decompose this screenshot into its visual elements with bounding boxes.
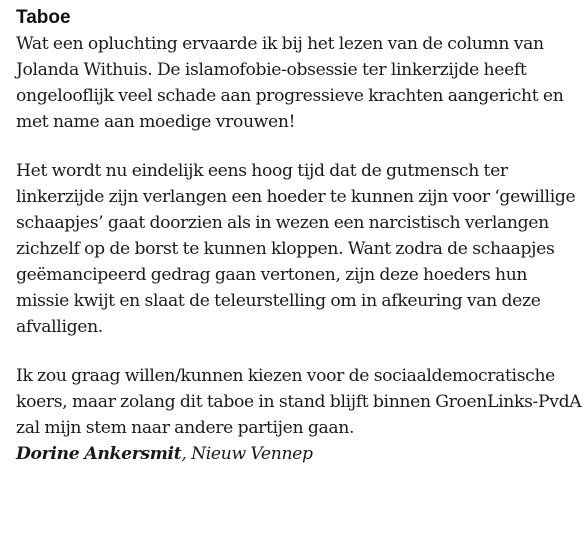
- signature-separator: ,: [181, 444, 192, 464]
- letter-paragraph-1: Wat een opluchting ervaarde ik bij het lezen van de column van Jolanda Withuis. De islamofobie-obsessie ter linkerzijde heeft ongelooflijk veel schade aan progressieve krachten aangericht en met name aan moedige vrouwen!: [16, 34, 564, 132]
- author-name: Dorine Ankersmit: [16, 444, 182, 464]
- reader-letter: [16, 6, 582, 467]
- author-place: Nieuw Vennep: [191, 444, 313, 464]
- letter-signature: [16, 441, 582, 467]
- letter-paragraph-2: Het wordt nu eindelijk eens hoog tijd dat de gutmensch ter linkerzijde zijn verlangen een hoeder te kunnen zijn voor ‘gewillige schaapjes’ gaat doorzien als in wezen een narcistisch verlangen zichzelf op de borst te kunnen kloppen. Want zodra de schaapjes geëmancipeerd gedrag gaan vertonen, zijn deze hoeders hun missie kwijt en slaat de teleurstelling om in afkeuring van deze afvalligen.: [16, 161, 576, 337]
- letter-title: Taboe: [16, 7, 71, 28]
- letter-paragraph-3: Ik zou graag willen/kunnen kiezen voor de sociaaldemocratische koers, maar zolang dit taboe in stand blijft binnen GroenLinks-PvdA zal mijn stem naar andere partijen gaan.: [16, 366, 582, 438]
